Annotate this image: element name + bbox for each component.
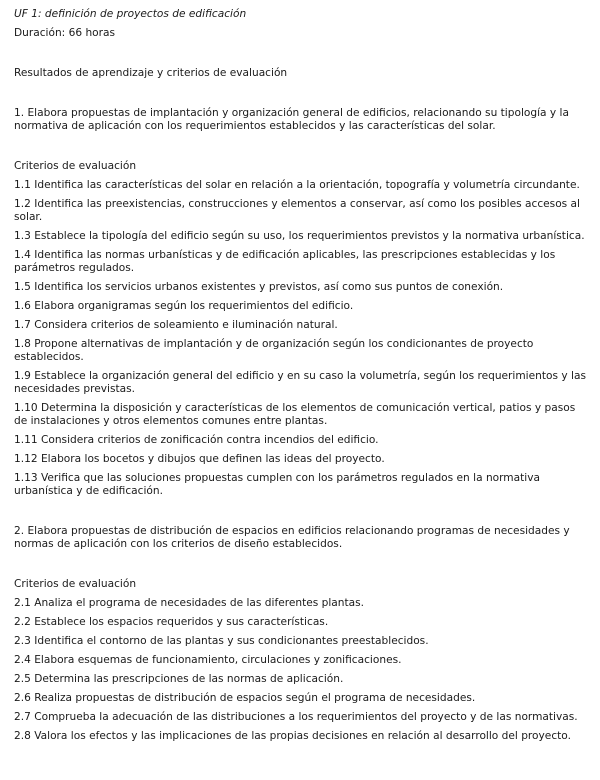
- outcome-text: 1. Elabora propuestas de implantación y organización general de edificios, relacionando su tipología y la normativa de aplicación con los requerimientos establecidos y las características del solar.: [14, 107, 569, 132]
- criterion-1-9: 1.9 Establece la organización general del edificio y en su caso la volumetría, según los requerimientos y las necesidades previstas.: [14, 370, 586, 395]
- criterion-2-7: 2.7 Comprueba la adecuación de las distribuciones a los requerimientos del proyecto y de las normativas.: [14, 711, 578, 723]
- unit-title: UF 1: definición de proyectos de edificación: [14, 8, 247, 20]
- criterion-1-12: 1.12 Elabora los bocetos y dibujos que definen las ideas del proyecto.: [14, 453, 385, 465]
- criterion-2-2: 2.2 Establece los espacios requeridos y sus características.: [14, 616, 329, 628]
- criterion-2-4: 2.4 Elabora esquemas de funcionamiento, circulaciones y zonificaciones.: [14, 654, 402, 666]
- criterion-1-3: 1.3 Establece la tipología del edificio según su uso, los requerimientos previstos y la normativa urbanística.: [14, 230, 585, 242]
- criterion-1-10: 1.10 Determina la disposición y características de los elementos de comunicación vertical, patios y pasos de instalaciones y otros elementos comunes entre plantas.: [14, 402, 576, 427]
- outcome-text: 2. Elabora propuestas de distribución de espacios en edificios relacionando programas de necesidades y normas de aplicación con los criterios de diseño establecidos.: [14, 525, 570, 550]
- criteria-heading: Criterios de evaluación: [14, 578, 137, 590]
- criterion-2-5: 2.5 Determina las prescripciones de las normas de aplicación.: [14, 673, 344, 685]
- learning-outcome-2: [14, 525, 586, 743]
- criterion-1-11: 1.11 Considera criterios de zonificación contra incendios del edificio.: [14, 434, 379, 446]
- learning-outcome-1: [14, 107, 586, 498]
- criterion-2-8: 2.8 Valora los efectos y las implicaciones de las propias decisiones en relación al desarrollo del proyecto.: [14, 730, 571, 742]
- criterion-1-7: 1.7 Considera criterios de soleamiento e iluminación natural.: [14, 319, 338, 331]
- criterion-1-13: 1.13 Verifica que las soluciones propuestas cumplen con los parámetros regulados en la normativa urbanística y de edificación.: [14, 472, 540, 497]
- criterion-1-6: 1.6 Elabora organigramas según los requerimientos del edificio.: [14, 300, 354, 312]
- criteria-heading: Criterios de evaluación: [14, 160, 137, 172]
- criterion-2-1: 2.1 Analiza el programa de necesidades de las diferentes plantas.: [14, 597, 365, 609]
- results-heading: Resultados de aprendizaje y criterios de evaluación: [14, 67, 288, 79]
- criterion-1-1: 1.1 Identifica las características del solar en relación a la orientación, topografía y volumetría circundante.: [14, 179, 580, 191]
- criterion-1-2: 1.2 Identifica las preexistencias, construcciones y elementos a conservar, así como los posibles accesos al solar.: [14, 198, 580, 223]
- criterion-1-8: 1.8 Propone alternativas de implantación y de organización según los condicionantes de proyecto establecidos.: [14, 338, 534, 363]
- criterion-1-4: 1.4 Identifica las normas urbanísticas y de edificación aplicables, las prescripciones establecidas y los parámetros regulados.: [14, 249, 556, 274]
- criterion-2-6: 2.6 Realiza propuestas de distribución de espacios según el programa de necesidades.: [14, 692, 476, 704]
- duration: Duración: 66 horas: [14, 27, 116, 39]
- criterion-2-3: 2.3 Identifica el contorno de las plantas y sus condicionantes preestablecidos.: [14, 635, 429, 647]
- criterion-1-5: 1.5 Identifica los servicios urbanos existentes y previstos, así como sus puntos de conexión.: [14, 281, 504, 293]
